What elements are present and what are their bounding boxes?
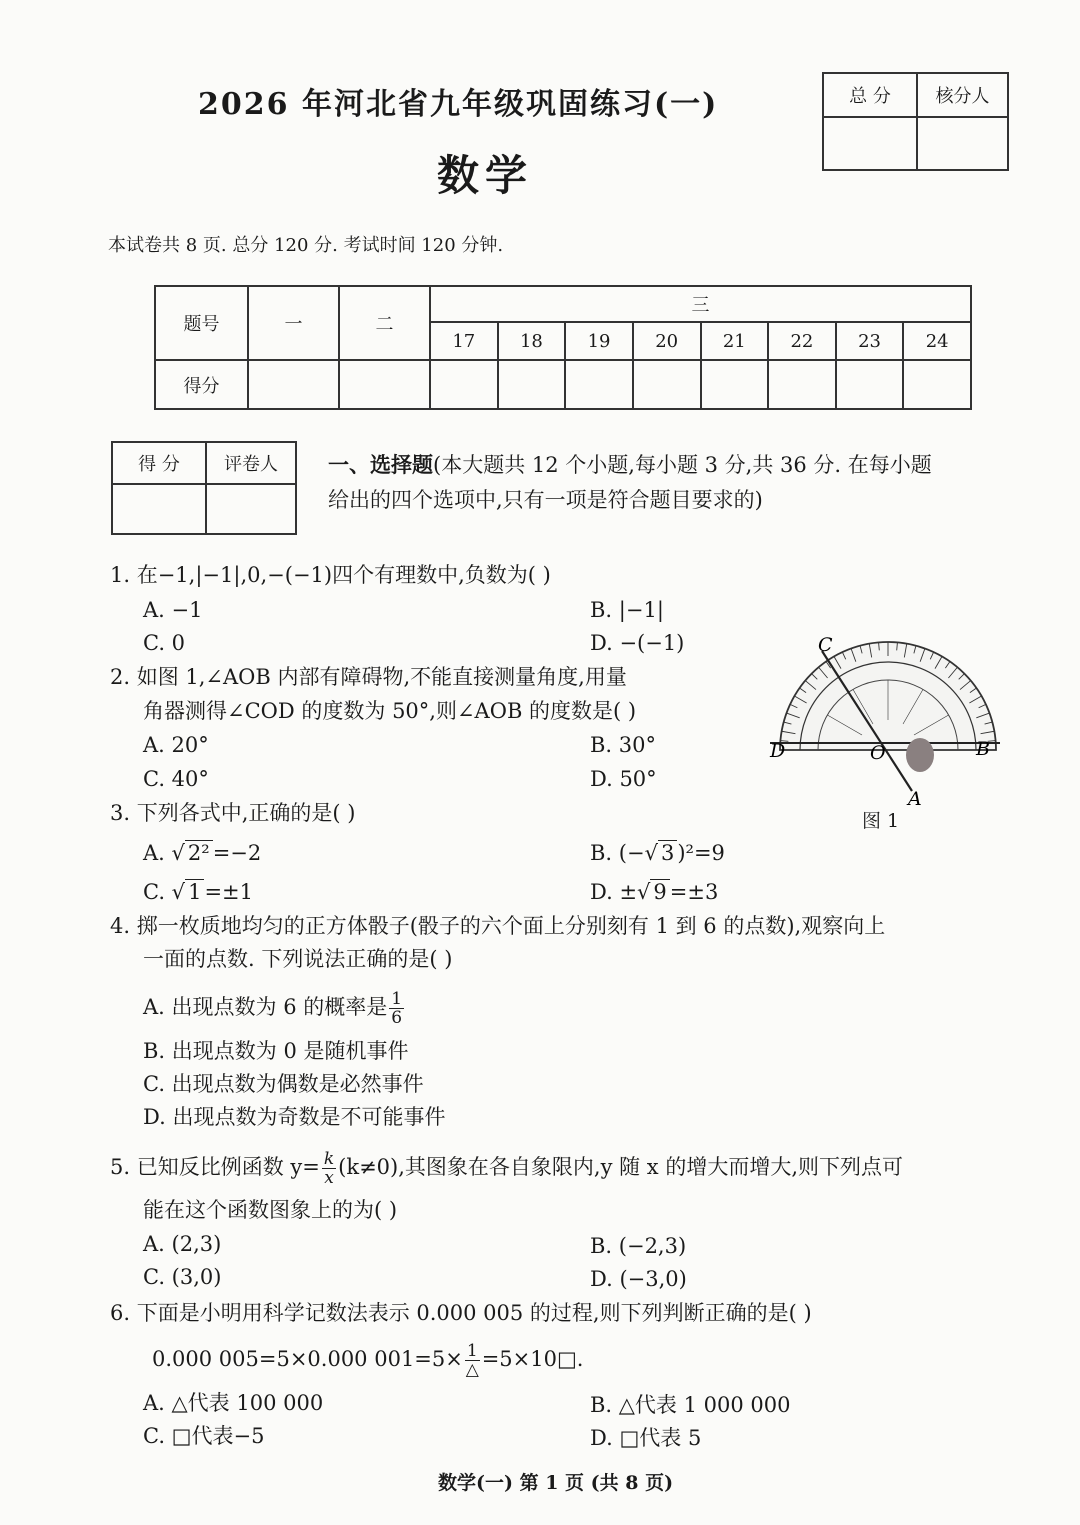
total-score-cell[interactable] xyxy=(823,117,917,170)
q5-numerator: k xyxy=(323,1149,335,1169)
label-b: B xyxy=(976,738,990,760)
q4-option-a[interactable] xyxy=(143,990,406,1027)
q3-b-radicand: 3 xyxy=(658,840,677,865)
grader-score-label: 得 分 xyxy=(112,442,206,484)
q3-option-a[interactable] xyxy=(143,840,261,866)
q3-a-pre: A. √ xyxy=(143,841,185,865)
score-cell[interactable] xyxy=(768,360,836,409)
section-one-heading xyxy=(328,452,932,478)
question-col-18: 18 xyxy=(498,322,566,360)
q3-c-radicand: 1 xyxy=(185,879,204,904)
q4-stem-1: 4. 掷一枚质地均匀的正方体骰子(骰子的六个面上分别刻有 1 到 6 的点数),观察向上 xyxy=(110,914,886,938)
score-cell[interactable] xyxy=(701,360,769,409)
score-table xyxy=(154,285,972,410)
grader-score-cell[interactable] xyxy=(112,484,206,534)
q5-option-d[interactable]: D. (−3,0) xyxy=(590,1267,687,1291)
q1-stem: 1. 在−1,|−1|,0,−(−1)四个有理数中,负数为( ) xyxy=(110,563,551,587)
q4-stem-2: 一面的点数. 下列说法正确的是( ) xyxy=(143,947,453,971)
page-footer: 数学(一) 第 1 页 (共 8 页) xyxy=(438,1472,674,1494)
score-cell[interactable] xyxy=(339,360,430,409)
q2-option-d[interactable]: D. 50° xyxy=(590,767,657,791)
total-score-label: 总 分 xyxy=(823,73,917,117)
grader-label: 评卷人 xyxy=(206,442,296,484)
score-cell[interactable] xyxy=(903,360,971,409)
q6-stem: 6. 下面是小明用科学记数法表示 0.000 005 的过程,则下列判断正确的是( ) xyxy=(110,1301,812,1325)
label-d: D xyxy=(770,740,786,762)
q2-stem-1: 2. 如图 1,∠AOB 内部有障碍物,不能直接测量角度,用量 xyxy=(110,665,627,689)
q6-denominator: △ xyxy=(465,1360,479,1380)
question-col-19: 19 xyxy=(565,322,633,360)
q6-expr-post: =5×10□. xyxy=(481,1347,584,1371)
q3-option-c[interactable] xyxy=(143,879,253,905)
question-number-label: 题号 xyxy=(155,286,248,360)
q3-b-pre: B. (−√ xyxy=(590,841,658,865)
q4-option-c[interactable]: C. 出现点数为偶数是必然事件 xyxy=(143,1072,424,1096)
q6-option-d[interactable]: D. □代表 5 xyxy=(590,1426,702,1450)
score-cell[interactable] xyxy=(430,360,498,409)
q5-option-b[interactable]: B. (−2,3) xyxy=(590,1234,687,1258)
q3-c-pre: C. √ xyxy=(143,880,186,904)
section-one-title: 一、选择题 xyxy=(328,452,433,477)
section-one-header: 一 xyxy=(248,286,339,360)
q6-expr-pre: 0.000 005=5×0.000 001=5× xyxy=(152,1347,463,1371)
score-cell[interactable] xyxy=(248,360,339,409)
label-c: C xyxy=(818,634,833,656)
figure-1-protractor xyxy=(760,625,1010,815)
grader-box xyxy=(111,441,297,535)
q4-option-b[interactable]: B. 出现点数为 0 是随机事件 xyxy=(143,1039,409,1063)
q5-stem-1 xyxy=(110,1150,903,1187)
question-col-21: 21 xyxy=(701,322,769,360)
total-score-box xyxy=(822,72,1009,171)
q5-option-a[interactable]: A. (2,3) xyxy=(143,1232,222,1256)
q4-a-denominator: 6 xyxy=(391,1008,403,1028)
question-col-20: 20 xyxy=(633,322,701,360)
q4-a-numerator: 1 xyxy=(391,989,403,1009)
q3-a-post: =−2 xyxy=(212,841,262,865)
score-label: 得分 xyxy=(155,360,248,409)
question-col-23: 23 xyxy=(836,322,904,360)
score-cell[interactable] xyxy=(836,360,904,409)
q3-d-post: =±3 xyxy=(669,880,719,904)
q3-d-pre: D. ±√ xyxy=(590,880,651,904)
section-one-desc-2: 给出的四个选项中,只有一项是符合题目要求的) xyxy=(328,488,763,512)
q2-option-a[interactable]: A. 20° xyxy=(143,733,209,757)
q3-option-b[interactable] xyxy=(590,840,725,866)
q6-fraction xyxy=(465,1342,480,1379)
q5-stem-post: (k≠0),其图象在各自象限内,y 随 x 的增大而增大,则下列点可 xyxy=(338,1155,903,1179)
figure-1-caption: 图 1 xyxy=(862,810,900,832)
q6-option-a[interactable]: A. △代表 100 000 xyxy=(143,1391,324,1415)
score-cell[interactable] xyxy=(633,360,701,409)
label-o: O xyxy=(870,742,886,764)
score-cell[interactable] xyxy=(565,360,633,409)
q6-numerator: 1 xyxy=(466,1341,478,1361)
section-three-header: 三 xyxy=(430,286,971,322)
q2-stem-2: 角器测得∠COD 的度数为 50°,则∠AOB 的度数是( ) xyxy=(143,699,637,723)
subject-title: 数学 xyxy=(437,151,534,200)
q5-denominator: x xyxy=(324,1168,334,1188)
q1-option-b[interactable]: B. |−1| xyxy=(590,598,664,622)
q3-option-d[interactable] xyxy=(590,879,718,905)
grader-name-cell[interactable] xyxy=(206,484,296,534)
question-col-22: 22 xyxy=(768,322,836,360)
q1-option-c[interactable]: C. 0 xyxy=(143,631,186,655)
q1-option-d[interactable]: D. −(−1) xyxy=(590,631,685,655)
section-two-header: 二 xyxy=(339,286,430,360)
q4-a-fraction xyxy=(389,990,404,1027)
q5-option-c[interactable]: C. (3,0) xyxy=(143,1265,222,1289)
question-col-24: 24 xyxy=(903,322,971,360)
checker-label: 核分人 xyxy=(917,73,1008,117)
q5-stem-pre: 5. 已知反比例函数 y= xyxy=(110,1155,320,1179)
q6-option-c[interactable]: C. □代表−5 xyxy=(143,1424,265,1448)
q3-c-post: =±1 xyxy=(204,880,253,904)
checker-cell[interactable] xyxy=(917,117,1008,170)
q3-a-radicand: 2² xyxy=(185,840,213,865)
q3-d-radicand: 9 xyxy=(650,879,669,904)
label-a: A xyxy=(908,788,922,810)
q2-option-c[interactable]: C. 40° xyxy=(143,767,209,791)
q6-expression xyxy=(152,1342,583,1379)
question-col-17: 17 xyxy=(430,322,498,360)
q6-option-b[interactable]: B. △代表 1 000 000 xyxy=(590,1393,791,1417)
q5-stem-2: 能在这个函数图象上的为( ) xyxy=(143,1198,398,1222)
q5-fraction xyxy=(322,1150,336,1187)
q4-a-text: A. 出现点数为 6 的概率是 xyxy=(143,995,388,1019)
score-cell[interactable] xyxy=(498,360,566,409)
obstacle xyxy=(906,738,934,772)
section-one-desc: (本大题共 12 个小题,每小题 3 分,共 36 分. 在每小题 xyxy=(433,453,932,477)
exam-title: 2026 年河北省九年级巩固练习(一) xyxy=(198,87,719,122)
q2-option-b[interactable]: B. 30° xyxy=(590,733,657,757)
q3-b-post: )²=9 xyxy=(677,841,725,865)
q1-option-a[interactable]: A. −1 xyxy=(143,598,203,622)
q4-option-d[interactable]: D. 出现点数为奇数是不可能事件 xyxy=(143,1105,446,1129)
exam-note: 本试卷共 8 页. 总分 120 分. 考试时间 120 分钟. xyxy=(108,235,504,256)
protractor-icon xyxy=(780,642,996,750)
q3-stem: 3. 下列各式中,正确的是( ) xyxy=(110,801,356,825)
